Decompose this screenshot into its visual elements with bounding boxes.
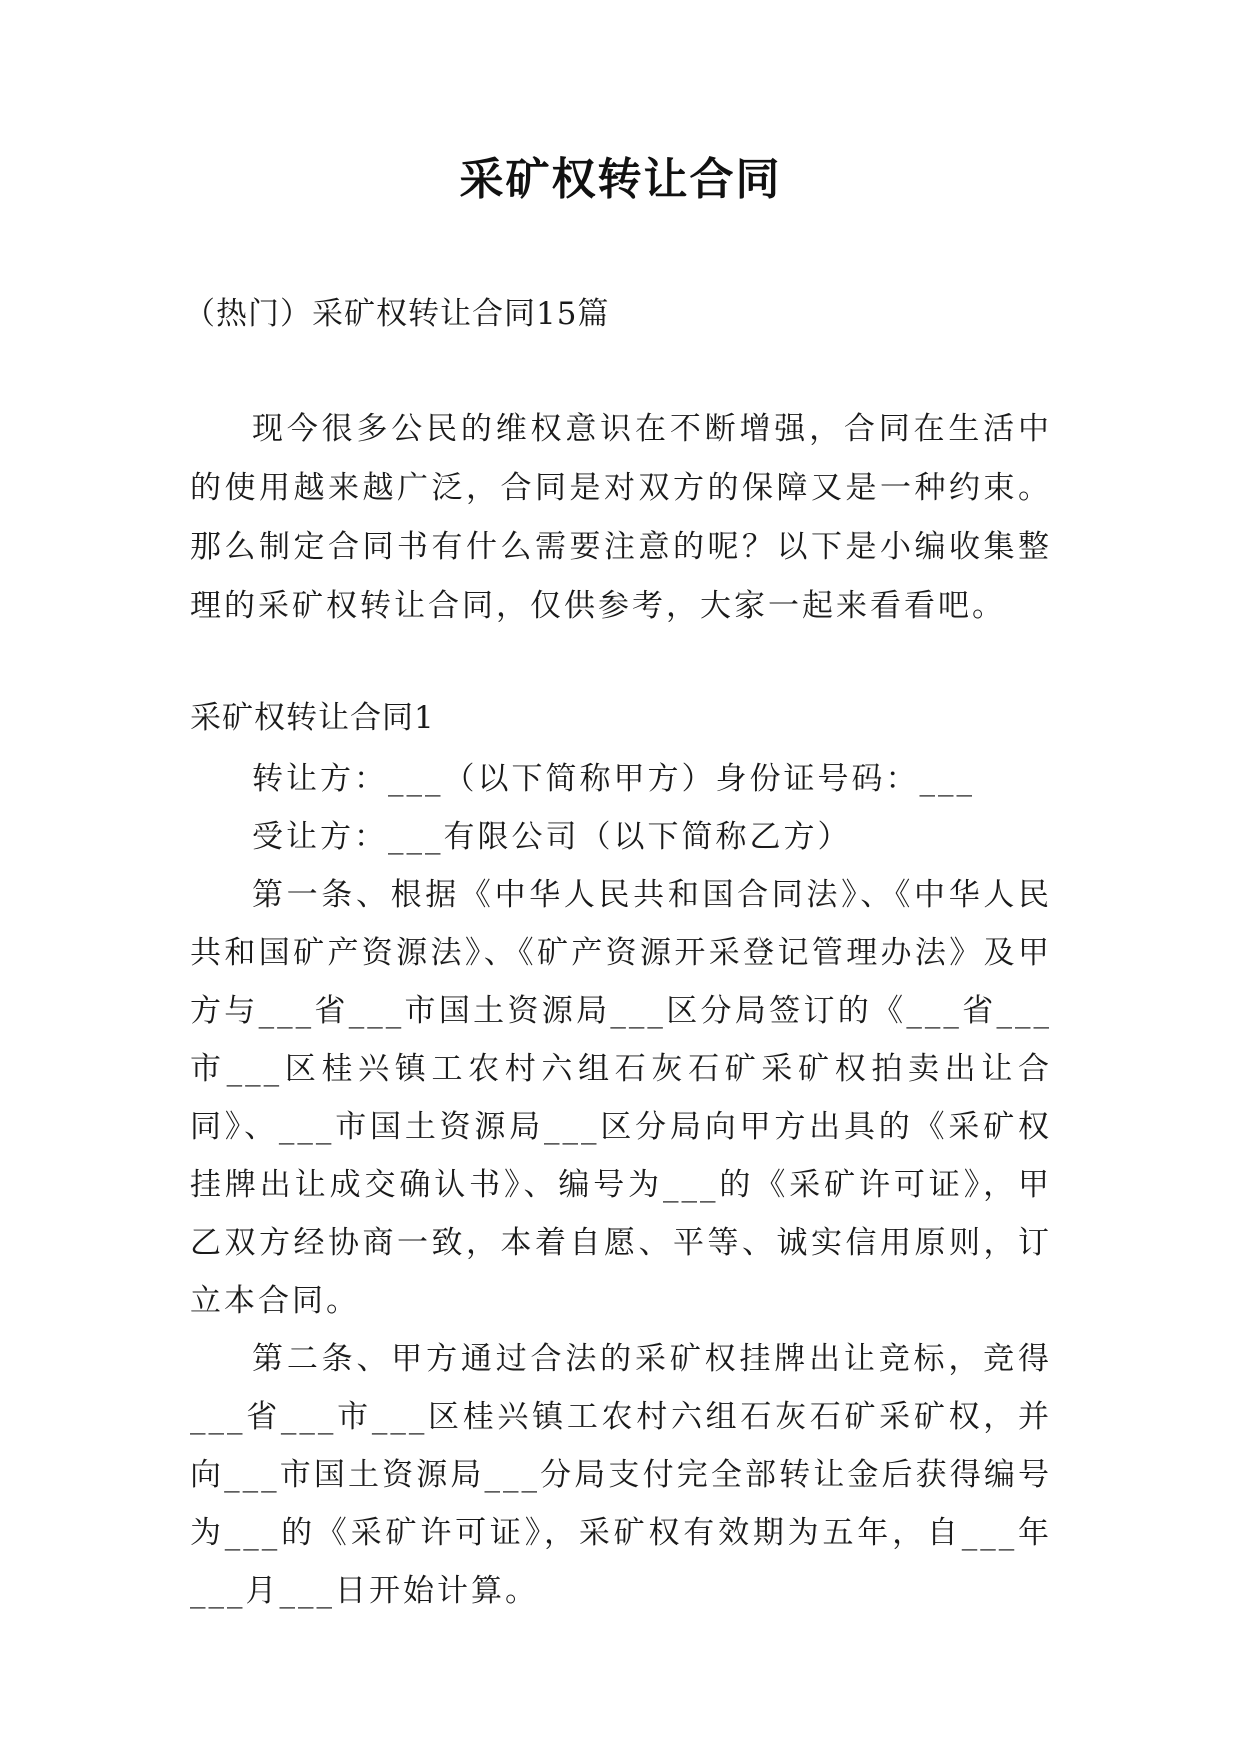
transferee-line: 受让方：___有限公司（以下简称乙方） bbox=[252, 819, 852, 855]
document-subtitle: （热门）采矿权转让合同15篇 bbox=[184, 296, 610, 332]
clause-1: 第一条、根据《中华人民共和国合同法》、《中华人民共和国矿产资源法》、《矿产资源开采登记管理办法》及甲方与___省___市国土资源局___区分局签订的《___省___市___区桂兴镇工农村六组石灰石矿采矿权拍卖出让合同》、___市国土资源局___区分局向甲方出具的《采矿权挂牌出让成交确认书》、编号为___的《采矿许可证》，甲乙双方经协商一致，本着自愿、平等、诚实信用原则，订立本合同。 bbox=[190, 877, 1052, 1319]
transferor-line: 转让方：___（以下简称甲方）身份证号码：___ bbox=[252, 761, 975, 797]
document-title: 采矿权转让合同 bbox=[459, 154, 782, 205]
contract-clauses bbox=[190, 750, 1052, 1620]
intro-paragraph: 现今很多公民的维权意识在不断增强，合同在生活中的使用越来越广泛，合同是对双方的保障又是一种约束。那么制定合同书有什么需要注意的呢？以下是小编收集整理的采矿权转让合同，仅供参考，大家一起来看看吧。 bbox=[190, 411, 1052, 624]
clause-2: 第二条、甲方通过合法的采矿权挂牌出让竞标，竞得___省___市___区桂兴镇工农村六组石灰石矿采矿权，并向___市国土资源局___分局支付完全部转让金后获得编号为___的《采矿许可证》，采矿权有效期为五年，自___年___月___日开始计算。 bbox=[190, 1341, 1052, 1609]
section-title: 采矿权转让合同1 bbox=[190, 700, 435, 736]
